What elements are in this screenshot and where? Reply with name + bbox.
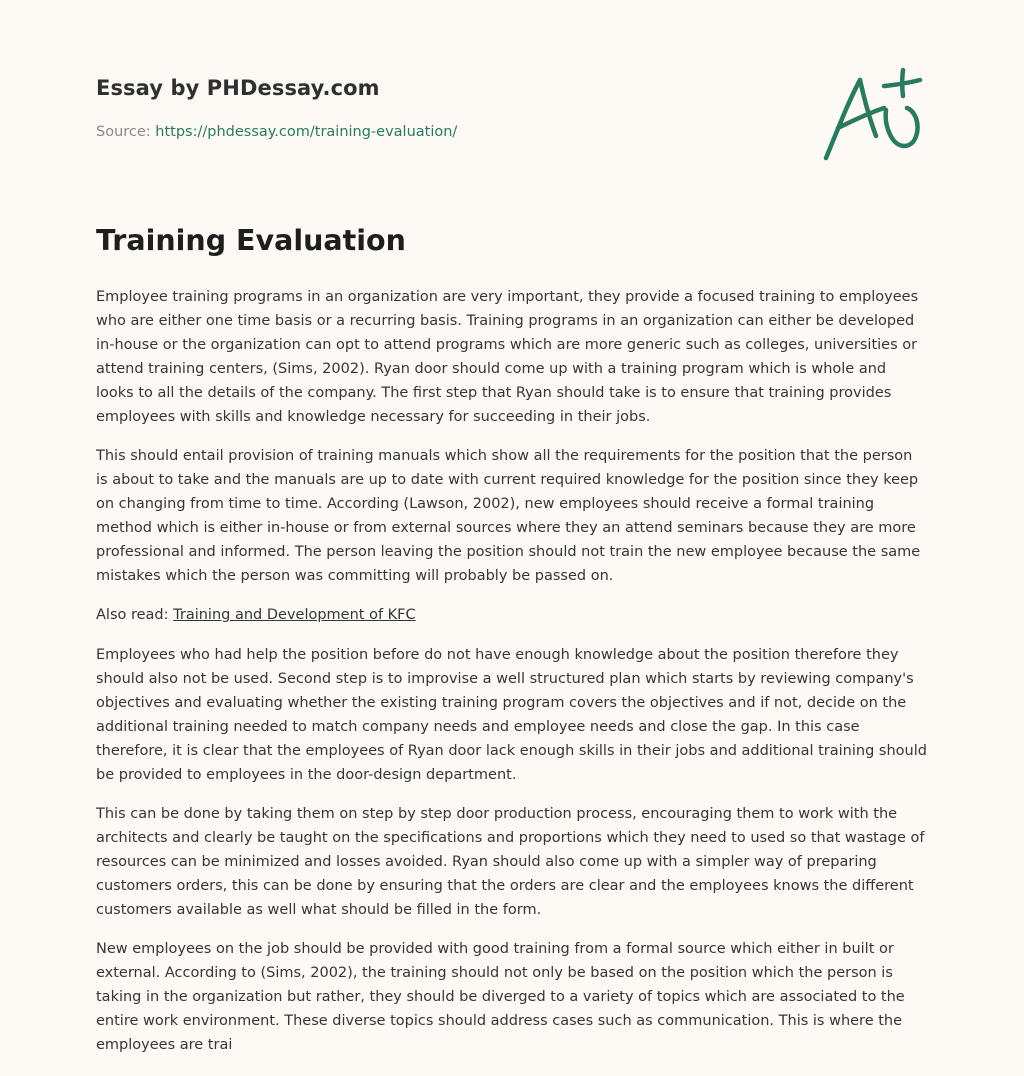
- source-label: Source:: [96, 124, 156, 140]
- a-plus-logo-icon: [820, 66, 928, 166]
- paragraph: This can be done by taking them on step by step door production process, encouraging them to work with the architects and clearly be taught on the specifications and proportions which they need to used so that wastage of resources can be minimized and losses avoided. Ryan should also come up with a simpler way of preparing customers orders, this can be done by ensuring that the orders are clear and the employees knows the different customers available as well what should be filled in the form.: [96, 806, 925, 918]
- paragraph: Employees who had help the position before do not have enough knowledge about the position therefore they should also not be used. Second step is to improvise a well structured plan which starts by reviewing company's objectives and evaluating whether the existing training program covers the objectives and if not, decide on the additional training needed to match company needs and employee needs and close the gap. In this case therefore, it is clear that the employees of Ryan door lack enough skills in their jobs and additional training should be provided to employees in the door-design department.: [96, 647, 927, 783]
- article-body: [96, 285, 928, 1072]
- site-brand: Essay by PHDessay.com: [96, 76, 380, 100]
- also-read: [96, 603, 928, 627]
- paragraph: New employees on the job should be provided with good training from a formal source which either in built or external. According to (Sims, 2002), the training should not only be based on the position which the person is taking in the organization but rather, they should be diverged to a variety of topics which are associated to the entire work environment. These diverse topics should address cases such as communication. This is where the employees are trai: [96, 941, 905, 1053]
- source-link[interactable]: https://phdessay.com/training-evaluation/: [155, 124, 458, 140]
- page-title: Training Evaluation: [96, 224, 406, 257]
- also-read-label: Also read:: [96, 607, 174, 623]
- source-line: [96, 124, 457, 140]
- paragraph: Employee training programs in an organization are very important, they provide a focused training to employees who are either one time basis or a recurring basis. Training programs in an organization can either be developed in-house or the organization can opt to attend programs which are more generic such as colleges, universities or attend training centers, (Sims, 2002). Ryan door should come up with a training program which is whole and looks to all the details of the company. The first step that Ryan should take is to ensure that training provides employees with skills and knowledge necessary for succeeding in their jobs.: [96, 289, 919, 425]
- paragraph: This should entail provision of training manuals which show all the requirements for the position that the person is about to take and the manuals are up to date with current required knowledge for the position since they keep on changing from time to time. According (Lawson, 2002), new employees should receive a formal training method which is either in-house or from external sources where they an attend seminars because they are more professional and informed. The person leaving the position should not train the new employee because the same mistakes which the person was committing will probably be passed on.: [96, 448, 921, 584]
- also-read-link[interactable]: Training and Development of KFC: [173, 607, 416, 623]
